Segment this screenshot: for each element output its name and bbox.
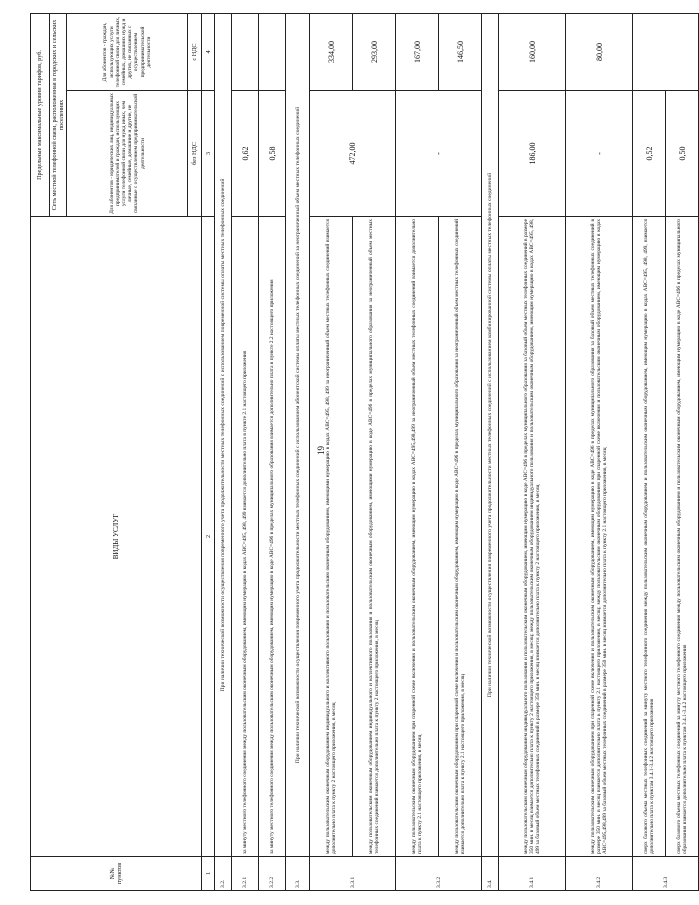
- row-description: между пользовательским оконечным оборудованием при спаренной схеме включения и пользовательским оконечным оборудованием, имеющим нумерацию в кодах АВС=495,498,499 за неограниченный объем местных телефонных соединений взимается дополнительно плата к пункту 2.1 настоящего приложения, в месяц: [396, 217, 439, 857]
- row-number: 3.2.1: [232, 857, 259, 891]
- col-num-2: 2: [202, 217, 215, 857]
- row-value-b: 167,00: [396, 14, 439, 91]
- row-value-b: [232, 14, 259, 91]
- table-row: [396, 14, 439, 891]
- row-number: 3.4.2: [566, 857, 633, 891]
- row-value-b: 334,00: [310, 14, 353, 91]
- table-row: [286, 14, 310, 891]
- row-value-b: 146,50: [439, 14, 482, 91]
- table-row: [215, 14, 232, 891]
- row-number: 3.3.2: [396, 857, 482, 891]
- row-value-a: 0,62: [232, 91, 259, 217]
- row-value-b: [259, 14, 286, 91]
- row-description: между пользовательским оконечным оборудованием при спаренной схеме включения и пользовательским оконечным оборудованием, имеющим нумерацию в коде АВС=496 в пределах муниципального образования за неограниченный объем местных телефонных соединений взимается дополнительно плата к пункту 2.1 настоящего приложения, в месяц: [439, 217, 482, 857]
- row-value-b: 160,00: [499, 14, 566, 91]
- col-num-3: 3: [202, 91, 215, 217]
- row-value-a: 186,00: [499, 91, 566, 217]
- row-number: 3.2.2: [259, 857, 286, 891]
- section-heading: При наличии технической возможности осуществления повременного учета продолжительности местных телефонных соединений с использованием комбинированной системы оплаты местных телефонных соединений: [482, 14, 499, 857]
- row-description: между пользовательским оконечным оборудованием индивидуального и коллективного пользования и пользовательским оконечным оборудованием, имеющими нумерацию в коде АВС=496 в пределах муниципального образования за неограниченный объем местных телефонных соединений взимается дополнительно плата к пункту 2 настоящего приложения, в месяц: [353, 217, 396, 857]
- header-with-vat: с НДС: [188, 14, 202, 91]
- row-description: сверх базового объема местных телефонных соединений за минуту местного телефонного соединения между пользовательским оконечным оборудованием и пользовательским оконечным оборудованием, имеющим нумерацию в коде АВС=496 в пределах муниципального образования взимается дополнительно плата к пунктам 3.4.1-3.4.2 настоящего приложения: [666, 217, 699, 857]
- row-description: между пользовательским оконечным оборудованием индивидуального и коллективного пользования и пользовательским оконечным оборудованием, имеющими нумерацию в кодах АВС=495, 498, 499 за неограниченный объем местных телефонных соединений взимается дополнительно плата к пункту 2 настоящего приложения, в месяц: [310, 217, 353, 857]
- row-number: 3.2.: [215, 857, 232, 891]
- header-services: ВИДЫ УСЛУГ: [31, 217, 202, 857]
- table-row: [666, 14, 699, 891]
- page-number: 19: [316, 446, 326, 455]
- row-description: за минуту местного телефонного соединения между пользовательским оконечным оборудованием, имеющим нумерацию в коде АВС=496 в пределах муниципального образования взимается дополнительно плата в пункте 2.2 настоящего приложения: [259, 217, 286, 857]
- col-num-1: 1: [202, 857, 215, 891]
- row-description: между пользовательским оконечным оборудованием индивидуального пользования и пользовательским оконечным оборудованием, имеющим нумерацию в коде АВС=496 в пределах муниципального образования за базовый объем местных телефонных соединений в размере 350 мин. в месяц взимается дополнительно плата к пункту 2 настоящего приложения, в месяц; между пользовательским оконечным оборудованием индивидуального пользования и пользовательским оконечным оборудованием, имеющим нумерацию в кодах АВС=495, 498, 499 за базовый объем местных телефонных соединений в размере 350 мин. в месяц взимается дополнительно плата к пункту 2 настоящего приложения, в месяц: [499, 217, 566, 857]
- table-row: [259, 14, 286, 891]
- row-value-a: 0,58: [259, 91, 286, 217]
- header-without-vat: без НДС: [188, 91, 202, 217]
- table-row: [633, 14, 666, 891]
- row-value-b: 80,00: [566, 14, 633, 91]
- row-value-a: 0,50: [666, 91, 699, 217]
- header-group-a: Для абонентов - юридических лиц, индивидуальных предпринимателей и граждан, использующих услуги телефонной связи для нужд иных, чем личные, семейные, домашние и другие, не связанные с осуществлением предпринимательской деятельности: [67, 91, 188, 217]
- row-value-a: -: [396, 91, 482, 217]
- header-row-numbers: [202, 14, 215, 891]
- row-number: 3.4.1: [499, 857, 566, 891]
- header-tariff-title: Предельные максимальные уровни тарифов, руб.: [31, 14, 50, 217]
- header-network: Сеть местной телефонной связи, расположенная в городских и сельских поселениях: [50, 14, 67, 217]
- table-row: [310, 14, 353, 891]
- header-row-title: [31, 14, 50, 891]
- table-row: [482, 14, 499, 891]
- row-value-a: 0,52: [633, 91, 666, 217]
- tariff-table: [30, 13, 699, 891]
- section-heading: При наличии технической возможности осуществления повременного учета продолжительности местных телефонных соединений с использованием повременной системы оплаты местных телефонных соединений: [215, 14, 232, 857]
- row-value-b: 293,00: [353, 14, 396, 91]
- table-row: [566, 14, 633, 891]
- row-number: 3.3.: [286, 857, 310, 891]
- table-row: [499, 14, 566, 891]
- row-value-a: 472,00: [310, 91, 396, 217]
- row-description: за минуту местного телефонного соединения между пользовательским оконечным оборудованием, имеющим нумерацию в кодах АВС=495, 498, 499 взимается дополнительно плата в пункте 2.1 настоящего приложения: [232, 217, 259, 857]
- row-value-a: -: [566, 91, 633, 217]
- table-row: [232, 14, 259, 891]
- header-group-b: Для абонентов - граждан, использующих услуги телефонной связи для личных, семейных, домашних нужд и других, не связанных с осуществлением предпринимательской деятельности: [67, 14, 188, 91]
- section-heading: При наличии технической возможности осуществления повременного учета продолжительности местных телефонных соединений с использованием абонентской системы оплаты местных телефонных соединений за неограниченный объем местных телефонных соединений: [286, 14, 310, 857]
- row-number: 3.3.1: [310, 857, 396, 891]
- col-num-4: 4: [202, 14, 215, 91]
- row-value-b: [633, 14, 699, 91]
- header-num: №№ пунктов: [31, 857, 202, 891]
- row-number: 3.4.: [482, 857, 499, 891]
- row-description: между пользовательским оконечным оборудованием при спаренной схеме включения и пользовательским оконечным оборудованием, имеющим нумерацию в коде АВС=496 в пределах муниципального образования за базовый объем местных телефонных соединений в размере 350 мин. в месяц взимается дополнительно плата к пункту 2.1 настоящего приложения, в месяц; между пользовательским оконечным оборудованием при спаренной схеме включения и пользовательским оконечным оборудованием, имеющим нумерацию в кодах АВС=495,498,499 за базовый объем местных телефонных соединений в размере 350 мин. в месяц взимается дополнительно плата к пункту 2.1 настоящего приложения, в месяц: [566, 217, 633, 857]
- row-description: сверх базового объема местных телефонных соединений за минуту местного телефонного соединения между пользовательским оконечным оборудованием и пользовательским оконечным оборудованием, имеющим нумерацию в кодах АВС=495, 498, 499, взимается дополнительно плата к пунктам 3.4.1-3.4.2 настоящего приложения: [633, 217, 666, 857]
- row-number: 3.4.3: [633, 857, 699, 891]
